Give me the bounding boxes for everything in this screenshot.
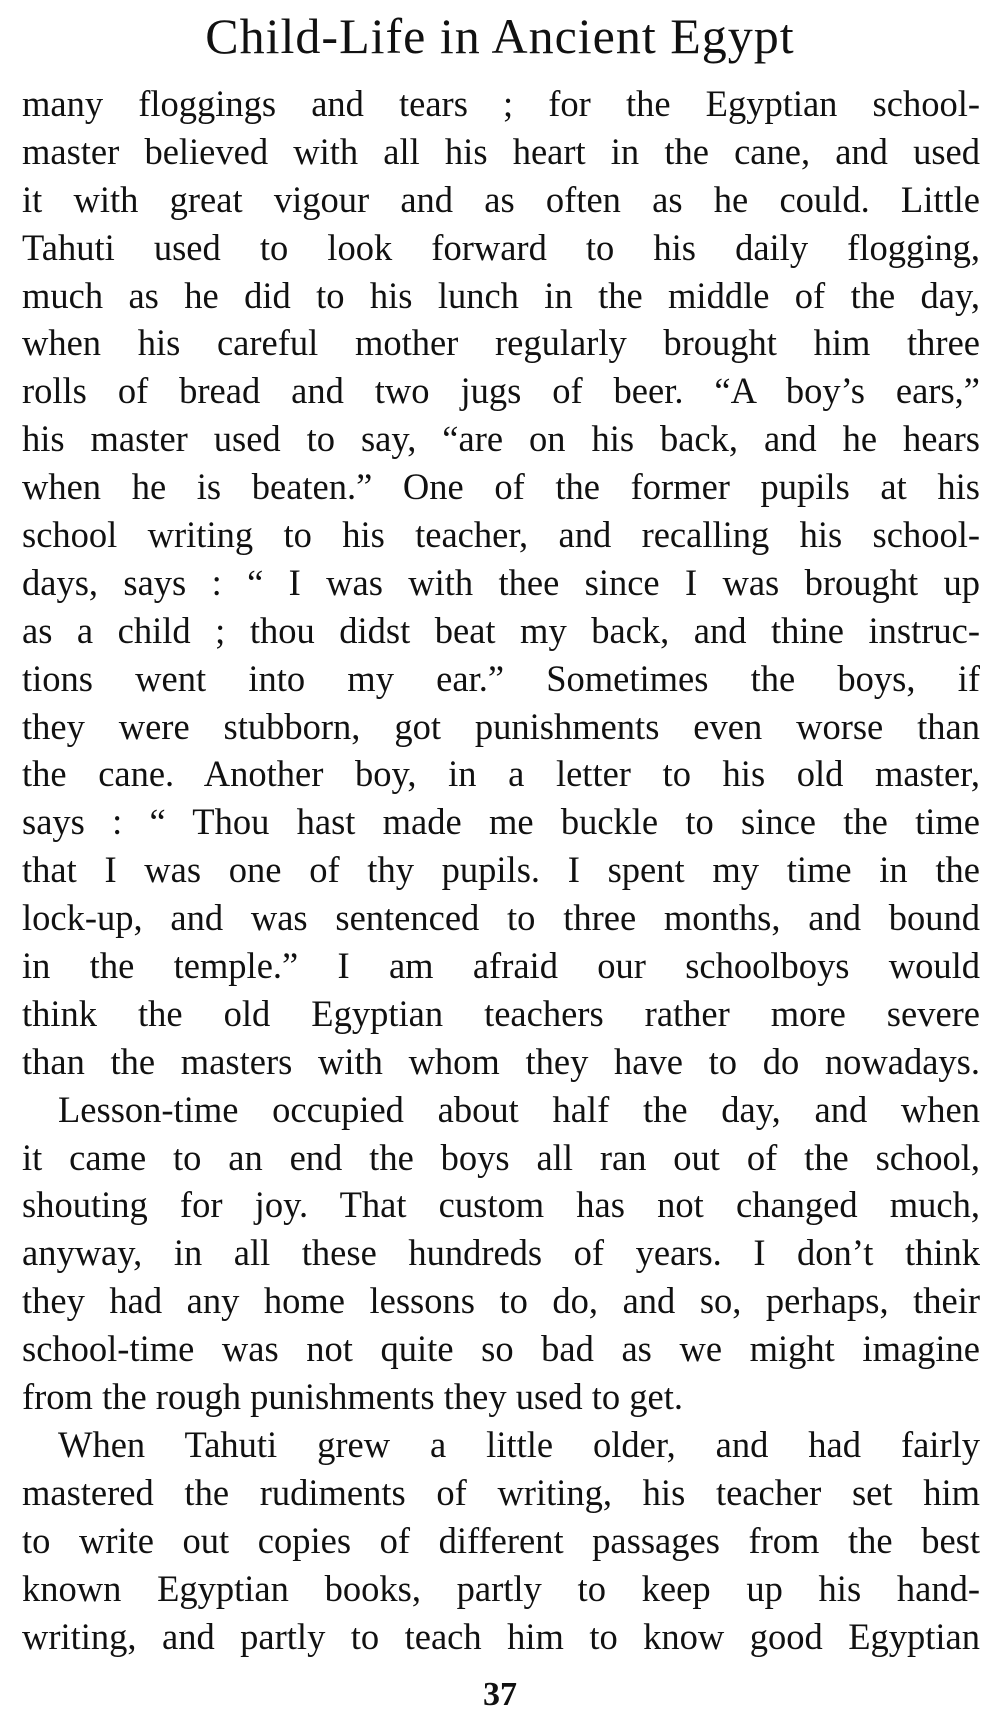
text-line: school-time was not quite so bad as we might imagine [22,1328,980,1370]
text-line: lock-up, and was sentenced to three months, and bound [22,897,980,939]
text-line: days, says : “ I was with thee since I was brought up [22,561,980,603]
text-line: from the rough punishments they used to get. [22,1376,683,1418]
paragraph-1 [22,80,980,1086]
text-line: mastered the rudiments of writing, his teacher set him [22,1471,980,1513]
text-line: school writing to his teacher, and recalling his school- [22,514,980,556]
text-line: it came to an end the boys all ran out of the school, [22,1136,980,1178]
text-line: to write out copies of different passages from the best [22,1519,980,1561]
page-number: 37 [483,1676,517,1713]
running-head: Child-Life in Ancient Egypt [205,8,795,64]
text-line: tions went into my ear.” Sometimes the boys, if [22,657,980,699]
text-line: When Tahuti grew a little older, and had fairly [58,1423,980,1465]
text-line: much as he did to his lunch in the middle of the day, [22,274,980,316]
text-line: than the masters with whom they have to do nowadays. [22,1040,980,1082]
text-line: his master used to say, “are on his back, and he hears [22,418,980,460]
text-line: Lesson-time occupied about half the day, and when [58,1088,980,1130]
text-line: as a child ; thou didst beat my back, and thine instruc- [22,609,980,651]
text-line: writing, and partly to teach him to know good Egyptian [22,1615,980,1657]
text-line: rolls of bread and two jugs of beer. “A boy’s ears,” [22,370,980,412]
text-line: in the temple.” I am afraid our schoolboys would [22,945,980,987]
text-line: known Egyptian books, partly to keep up his hand- [22,1567,980,1609]
text-line: they had any home lessons to do, and so, perhaps, their [22,1280,980,1322]
text-line: that I was one of thy pupils. I spent my time in the [22,849,980,891]
text-line: when he is beaten.” One of the former pupils at his [22,466,980,508]
text-line: Tahuti used to look forward to his daily flogging, [22,226,980,268]
text-line: shouting for joy. That custom has not changed much, [22,1184,980,1226]
text-line: master believed with all his heart in the cane, and used [22,130,980,172]
text-line: says : “ Thou hast made me buckle to since the time [22,801,980,843]
paragraph-2 [22,1086,980,1421]
text-line: many floggings and tears ; for the Egyptian school- [22,83,980,124]
text-line: when his careful mother regularly brought him three [22,322,980,364]
text-line: it with great vigour and as often as he could. Little [22,178,980,220]
body-text [22,80,980,1660]
text-line: think the old Egyptian teachers rather more severe [22,992,980,1034]
paragraph-3 [22,1421,980,1660]
text-line: anyway, in all these hundreds of years. I don’t think [22,1232,980,1274]
text-line: the cane. Another boy, in a letter to his old master, [22,753,980,795]
text-line: they were stubborn, got punishments even worse than [22,705,980,747]
